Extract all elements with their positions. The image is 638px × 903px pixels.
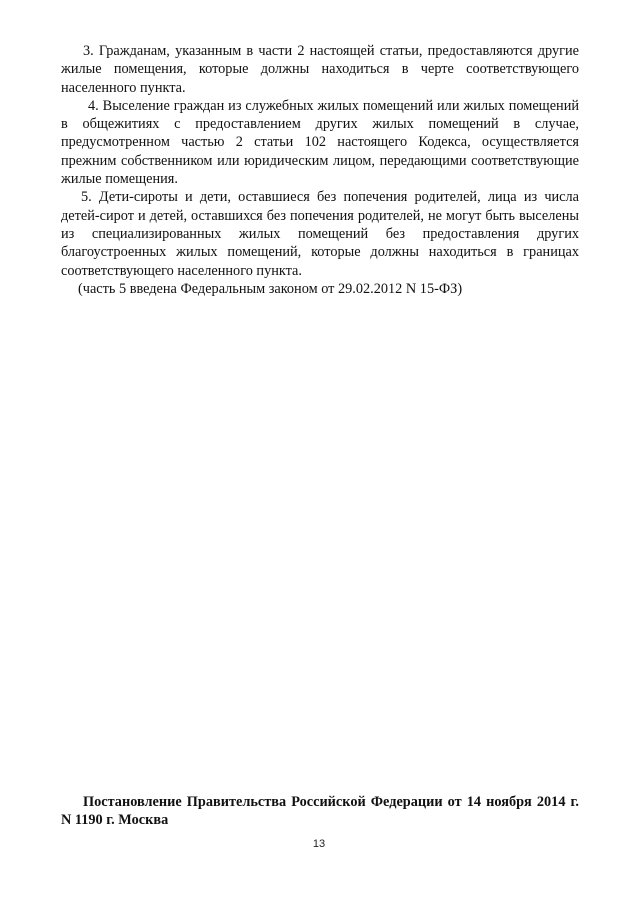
resolution-heading: Постановление Правительства Российской Федерации от 14 ноября 2014 г. N 1190 г. Москва xyxy=(61,794,579,829)
paragraph-3: 3. Гражданам, указанным в части 2 настоящей статьи, предоставляются другие жилые помещения, которые должны находиться в черте соответствующего населенного пункта. xyxy=(61,43,579,96)
paragraph-4: 4. Выселение граждан из служебных жилых помещений или жилых помещений в общежитиях с предоставлением других жилых помещений в случае, предусмотренном частью 2 статьи 102 настоящего Кодекса, осуществляется прежним собственником или юридическим лицом, передающими соответствующие жилые помещения. xyxy=(61,97,579,188)
paragraph-5: 5. Дети-сироты и дети, оставшиеся без попечения родителей, лица из числа детей-сирот и детей, оставшихся без попечения родителей, не могут быть выселены из специализированных жилых помещений без предоставления других благоустроенных жилых помещений, которые должны находиться в границах соответствующего населенного пункта. xyxy=(61,189,579,279)
amendment-note: (часть 5 введена Федеральным законом от 29.02.2012 N 15-ФЗ) xyxy=(78,280,463,297)
article-body xyxy=(61,42,579,298)
resolution-block xyxy=(61,793,579,830)
page-number: 13 xyxy=(312,838,326,850)
